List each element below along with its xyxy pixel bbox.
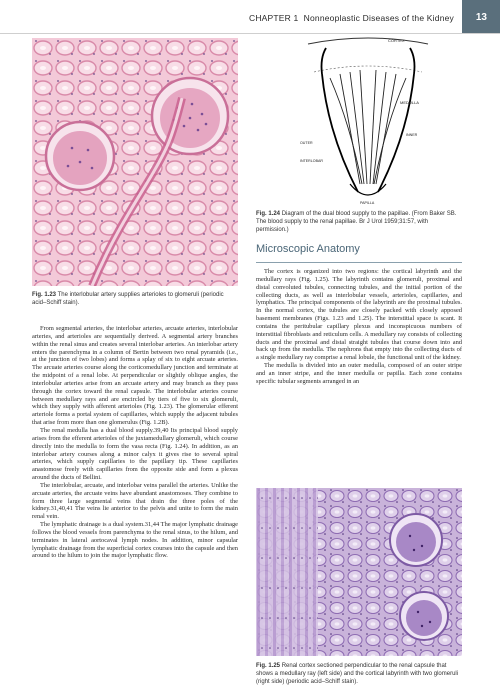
chapter-label: CHAPTER 1 <box>248 13 299 23</box>
chapter-title: Nonneoplastic Diseases of the Kidney <box>303 13 454 23</box>
label-medulla: MEDULLA <box>400 100 419 105</box>
paragraph: From segmental arteries, the interlobar arteries, arcuate arteries, interlobular arteries, and arterioles are sequentially derived. A segmental artery branches within the renal sinus and creates several interlobar arteries. An interlobar artery enters the parenchyma in a column of Bertin between two renal pyramids (i.e., at the junction of two lobes) and forms a splay of six to eight arcuate arteries. The arcuate arteries course along the corticomedullary junction and terminate at the midpoint of a renal lobe. At perpendicular or slightly oblique angles, the interlobular arteries arise from an arcuate artery and may branch as they pass through the cortex toward the renal capsule. The interlobular arteries course between medullary rays and are encircled by tiers of five to six glomeruli, which they supply with afferent arterioles (Fig. 1.23). The glomerular efferent arteriole forms a portal system of capillaries, which supply the adjacent tubules that arise from more than one glomerulus (Fig. 1.2B). <box>32 325 238 427</box>
figure-1-23-micrograph <box>32 38 238 286</box>
caption-label: Fig. 1.23 <box>32 292 57 298</box>
page-number-box <box>462 0 500 33</box>
label-papilla: PAPILLA <box>360 201 375 205</box>
right-text-column <box>256 268 462 386</box>
paragraph: The cortex is organized into two regions: the cortical labyrinth and the medullary rays (Fig. 1.25). The labyrinth contains glomeruli, proximal and distal convoluted tubules, connecting tubules, and the initial portion of the collecting ducts, as well as interlobular vessels, arterioles, capillaries, and lymphatics. The principal components of the labyrinth are the proximal tubules. In the normal cortex, the tubules are closely packed with closely apposed basement membranes (Figs. 1.23 and 1.25). The interstitial space is scant. It contains the peritubular capillary plexus and inconspicuous numbers of interstitial fibroblasts and reticulum cells. A medullary ray consists of collecting ducts and the proximal and distal straight tubules that course down into and back up from the medulla. The nephrons that empty into the collecting ducts of a single medullary ray comprise a renal lobule, the functional unit of the kidney. <box>256 268 462 362</box>
caption-text: Diagram of the dual blood supply to the papillae. (From Baker SB. The blood supply to the renal papillae. Br J Urol 1959;31:57, with permission.) <box>256 211 457 233</box>
left-text-column <box>32 325 238 560</box>
section-heading: Microscopic Anatomy <box>256 243 360 255</box>
label-cortex: CORTEX <box>388 38 405 43</box>
caption-text: Renal cortex sectioned perpendicular to the renal capsule that shows a medullary ray (left side) and the cortical labyrinth with two glomeruli (right side) (periodic acid–Schiff stain). <box>256 663 459 685</box>
page-number: 13 <box>475 12 487 23</box>
label-outer: OUTER <box>300 141 313 145</box>
figure-1-25-caption <box>256 662 462 686</box>
caption-text: The interlobular artery supplies arterioles to glomeruli (periodic acid–Schiff stain). <box>32 292 224 306</box>
label-interlobar: INTERLOBAR <box>300 159 323 163</box>
caption-label: Fig. 1.25 <box>256 663 281 669</box>
figure-1-24-diagram <box>300 34 436 206</box>
caption-label: Fig. 1.24 <box>256 211 281 217</box>
figure-1-23-caption <box>32 291 238 307</box>
paragraph: The lymphatic drainage is a dual system.31,44 The major lymphatic drainage follows the blood vessels from parenchyma to the renal sinus, to the hilum, and terminates in lateral aortocaval lymph nodes. In addition, minor capsular lymphatic drainage from the superficial cortex courses into the capsule and then around to the hilum to join the major lymphatic flow. <box>32 521 238 560</box>
paragraph: The interlobular, arcuate, and interlobar veins parallel the arteries. Unlike the arcuate arteries, the arcuate veins have abundant anastomoses. They combine to form three large segmental veins that drain the three poles of the kidney.31,40,41 The veins lie anterior to the pelvis and unite to form the main renal vein. <box>32 481 238 521</box>
figure-1-25-micrograph <box>256 488 462 656</box>
running-head <box>249 13 454 23</box>
section-rule <box>256 262 462 263</box>
paragraph: The medulla is divided into an outer medulla, composed of an outer stripe and an inner stripe, and the inner medulla or papilla. Each zone contains specific tubular segments arranged in an <box>256 362 462 385</box>
label-inner: INNER <box>406 133 418 137</box>
figure-1-24-caption <box>256 210 462 234</box>
page-header <box>0 0 500 34</box>
paragraph: The renal medulla has a dual blood supply.39,40 Its principal blood supply arises from the efferent arterioles of the juxtamedullary glomeruli, which course directly into the medulla to form the vasa recta (Fig. 1.24). In addition, as an interlobar artery courses along a minor calyx it gives rise to several spiral arteries, which supply capillaries to the papillary tip. These capillaries anastomose freely with capillaries from the opposite side and form a plexus around the ducts of Bellini. <box>32 426 238 482</box>
